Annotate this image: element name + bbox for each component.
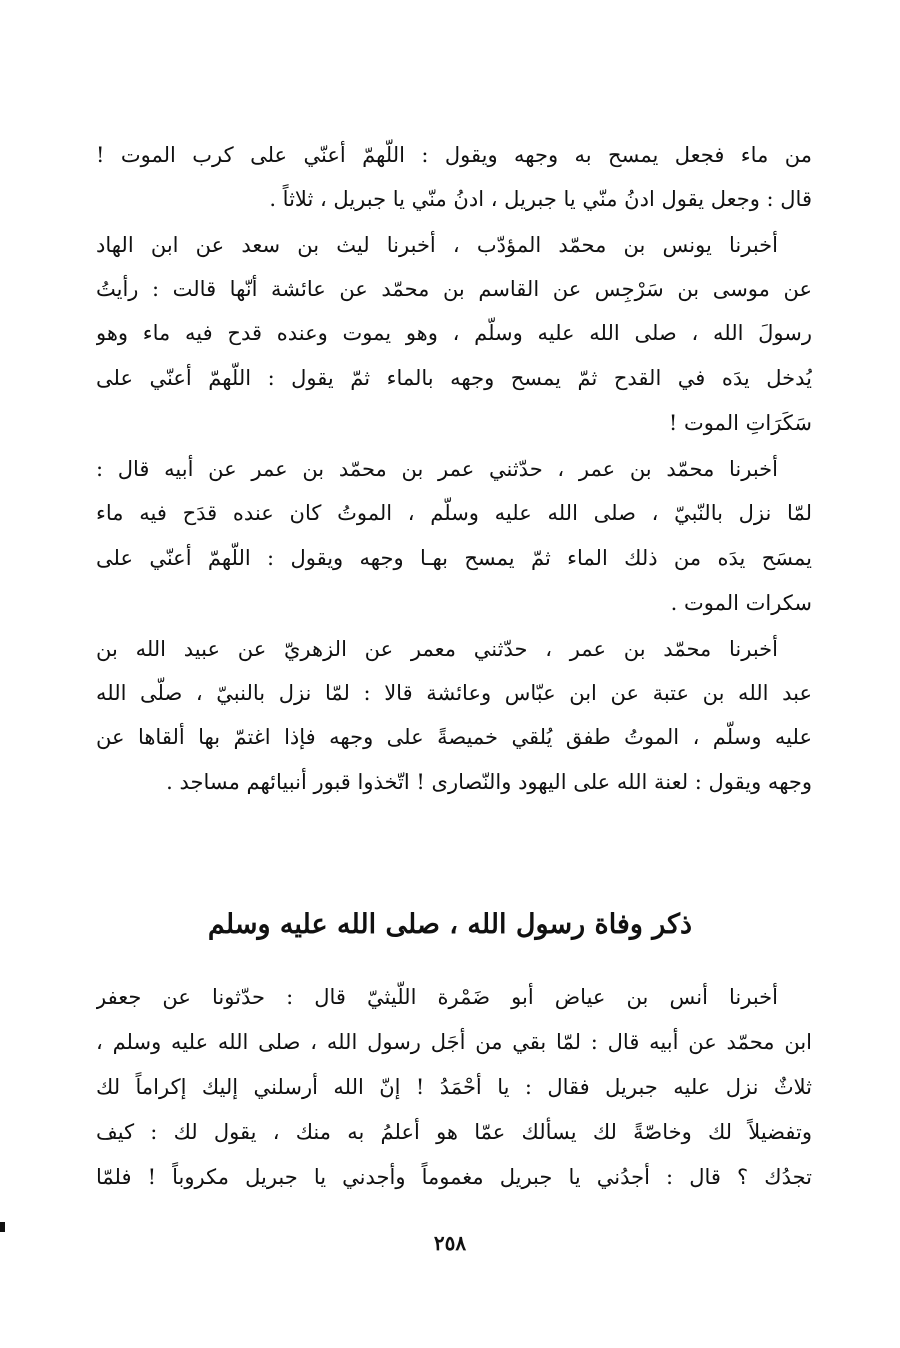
scan-mark [0, 1222, 5, 1232]
text-line: تجدُك ؟ قال : أجدُني يا جبريل مغموماً وأجدني يا جبريل مكروباً ! فلمّا [96, 1165, 812, 1189]
text-line: أخبرنا محمّد بن عمر ، حدّثني معمر عن الزهريّ عن عبيد الله بن [96, 637, 778, 661]
text-line: قال : وجعل يقول ادنُ منّي يا جبريل ، ادنُ منّي يا جبريل ، ثلاثاً . [269, 187, 812, 211]
section-heading: ذكر وفاة رسول الله ، صلى الله عليه وسلم [207, 909, 693, 940]
text-line: أخبرنا محمّد بن عمر ، حدّثني عمر بن محمّد بن عمر عن أبيه قال : [96, 457, 778, 481]
text-line: لمّا نزل بالنّبيّ ، صلى الله عليه وسلّم ، الموتُ كان عنده قدَح فيه ماء [96, 501, 812, 525]
text-line: رسولَ الله ، صلى الله عليه وسلّم ، وهو يموت وعنده قدح فيه ماء وهو [96, 321, 812, 345]
text-line: من ماء فجعل يمسح به وجهه ويقول : اللّهمّ أعنّي على كرب الموت ! [96, 143, 812, 167]
text-line: يُدخل يدَه في القدح ثمّ يمسح وجهه بالماء ثمّ يقول : اللّهمّ أعنّي على [96, 366, 812, 390]
text-line: عليه وسلّم ، الموتُ طفق يُلقي خميصةً على وجهه فإذا اغتمّ بها ألقاها عن [96, 725, 812, 749]
text-line: عبد الله بن عتبة عن ابن عبّاس وعائشة قالا : لمّا نزل بالنبيّ ، صلّى الله [96, 681, 812, 705]
text-line: عن موسى بن سَرْجِس عن القاسم بن محمّد عن عائشة أنّها قالت : رأيتُ [96, 277, 812, 301]
text-line: أخبرنا أنس بن عياض أبو ضَمْرة اللّيثيّ قال : حدّثونا عن جعفر [96, 985, 778, 1009]
text-line: أخبرنا يونس بن محمّد المؤدّب ، أخبرنا ليث بن سعد عن ابن الهاد [96, 233, 778, 257]
text-line: ثلاثٌ نزل عليه جبريل فقال : يا أحْمَدُ ! إنّ الله أرسلني إليك إكراماً لك [96, 1075, 812, 1099]
text-line: وتفضيلاً لك وخاصّةً لك يسألك عمّا هو أعلمُ به منك ، يقول لك : كيف [96, 1120, 812, 1144]
text-line: يمسَح يدَه من ذلك الماء ثمّ يمسح بهـا وجهه ويقول : اللّهمّ أعنّي على [96, 546, 812, 570]
text-line: ابن محمّد عن أبيه قال : لمّا بقي من أجَل رسول الله ، صلى الله عليه وسلم ، [96, 1030, 812, 1054]
page-number: ٢٥٨ [433, 1231, 467, 1255]
text-line: سكرات الموت . [670, 591, 812, 615]
text-line: سَكَرَاتِ الموت ! [668, 411, 812, 435]
text-line: وجهه ويقول : لعنة الله على اليهود والنّصارى ! اتّخذوا قبور أنبيائهم مساجد . [166, 770, 812, 794]
